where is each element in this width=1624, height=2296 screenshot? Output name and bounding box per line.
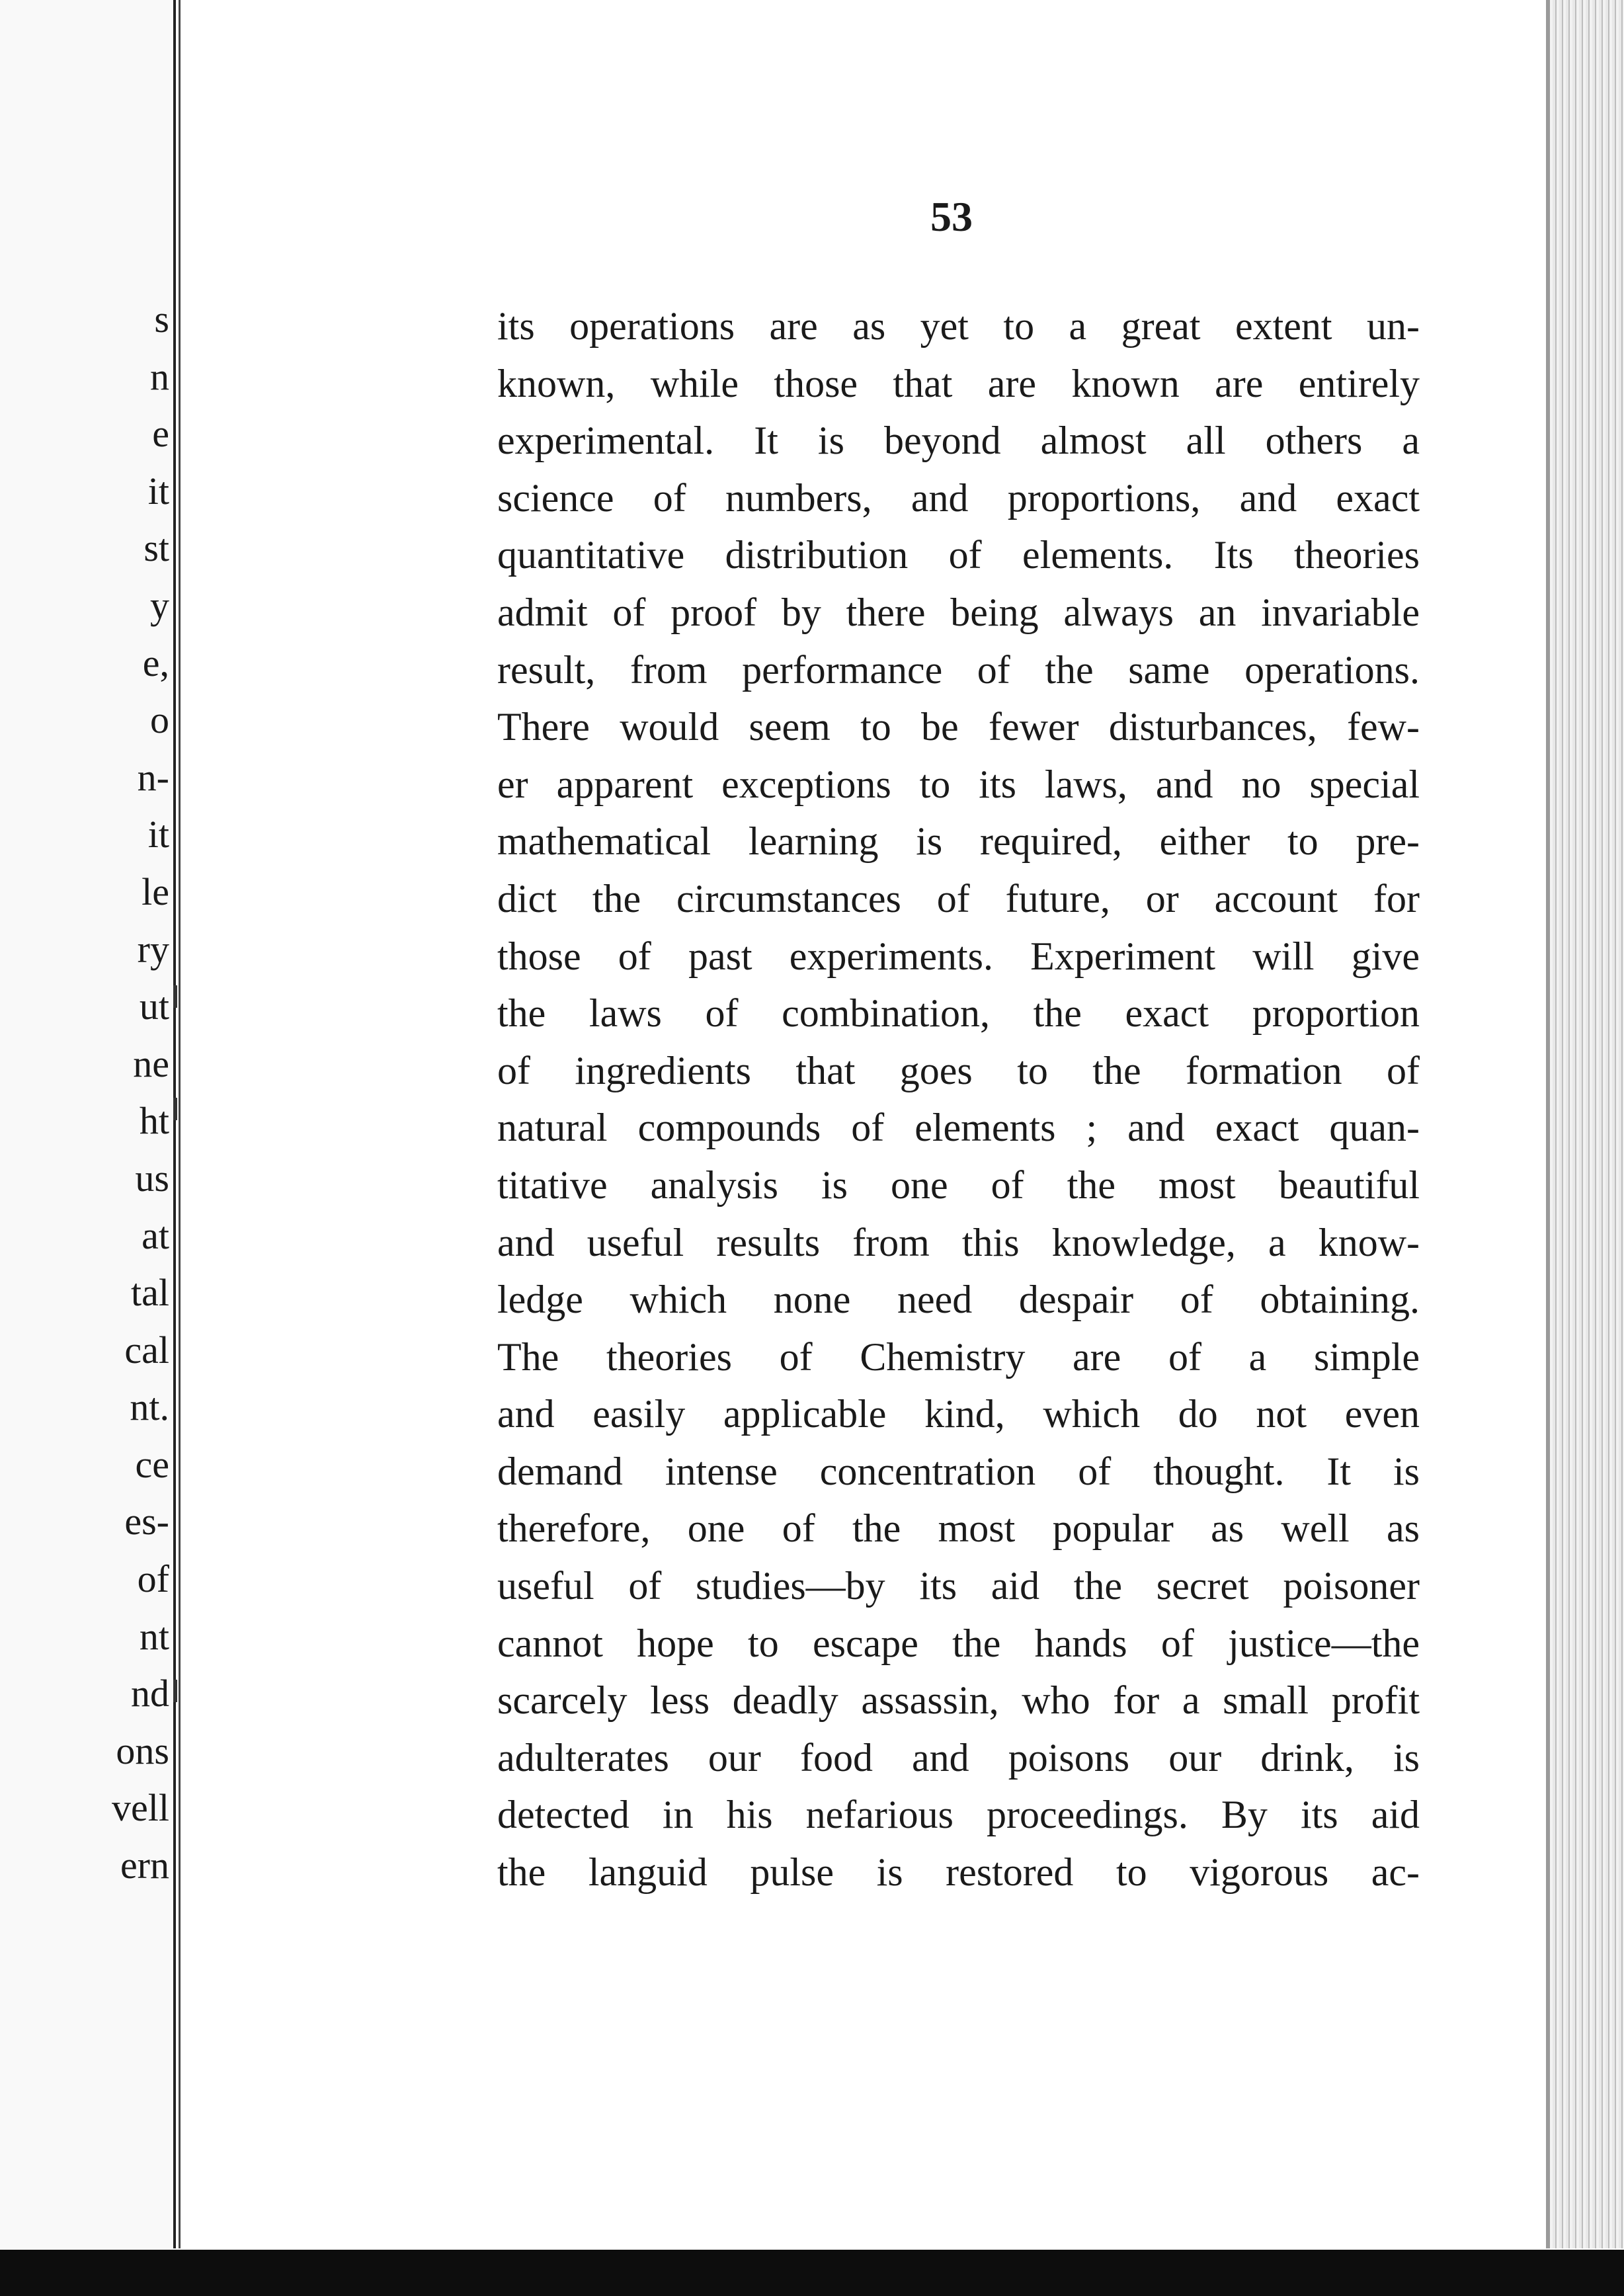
fragment-line: it [147,813,169,856]
text-line: result, from performance of the same operations. [497,647,1420,692]
text-line: dict the circumstances of future, or account for [497,876,1420,921]
text-line: useful of studies—by its aid the secret poisoner [497,1564,1420,1608]
page-edges [1546,0,1624,2248]
fragment-line: of [137,1557,169,1601]
fragment-line: ut [139,985,169,1028]
fragment-line: o [150,698,169,742]
fragment-line: ons [116,1729,169,1772]
text-line: natural compounds of elements ; and exact quan- [497,1106,1420,1150]
fragment-line: ce [135,1442,169,1486]
fragment-line: ern [120,1844,169,1887]
book-gutter [173,0,183,2248]
page-edge-shadow [1546,0,1550,2248]
text-line: known, while those that are known are entirely [497,361,1420,405]
fragment-line: e [152,412,169,456]
fragment-line: s [154,298,169,341]
text-line: its operations are as yet to a great extent un- [497,304,1420,348]
fragment-line: it [147,469,169,512]
fragment-line: le [142,870,169,913]
previous-page-text [112,291,173,1895]
fragment-line: n- [137,755,169,799]
previous-page-fragment [0,0,173,2248]
fragment-line: st [143,526,169,570]
text-line: of ingredients that goes to the formation of [497,1048,1420,1092]
text-line: science of numbers, and proportions, and exact [497,475,1420,520]
scan-border [0,2250,1624,2296]
text-line: er apparent exceptions to its laws, and no special [497,762,1420,806]
text-line: titative analysis is one of the most beautiful [497,1163,1420,1207]
gutter-mark [173,1680,177,1702]
body-text [497,298,1420,1901]
fragment-line: cal [124,1328,169,1372]
text-line: quantitative distribution of elements. Its theories [497,533,1420,577]
fragment-line: nt [139,1614,169,1658]
text-line: adulterates our food and poisons our drink, is [497,1735,1420,1780]
fragment-line: n [150,354,169,398]
fragment-line: tal [131,1271,169,1315]
text-line: cannot hope to escape the hands of justice—the [497,1621,1420,1665]
main-page [183,0,1546,2248]
fragment-line: at [142,1213,169,1257]
text-line: therefore, one of the most popular as well as [497,1506,1420,1551]
page-number: 53 [930,193,973,240]
text-line: the languid pulse is restored to vigorous ac- [497,1850,1420,1895]
fragment-line: nt. [130,1385,169,1429]
text-line: the laws of combination, the exact proportion [497,991,1420,1036]
text-line: scarcely less deadly assassin, who for a small profit [497,1678,1420,1723]
fragment-line: es- [124,1500,169,1543]
text-line: ledge which none need despair of obtaining. [497,1278,1420,1322]
text-line: There would seem to be fewer disturbances, few- [497,705,1420,749]
text-line: admit of proof by there being always an invariable [497,590,1420,634]
fragment-line: vell [112,1786,169,1830]
text-line: experimental. It is beyond almost all others a [497,419,1420,463]
text-line: The theories of Chemistry are of a simple [497,1334,1420,1379]
fragment-line: ry [137,927,169,971]
text-line: and useful results from this knowledge, a know- [497,1220,1420,1264]
fragment-line: ht [139,1099,169,1143]
gutter-mark [173,985,177,1008]
text-line: those of past experiments. Experiment will give [497,934,1420,978]
text-line: detected in his nefarious proceedings. By its aid [497,1793,1420,1837]
fragment-line: nd [131,1672,169,1715]
text-line: demand intense concentration of thought. It is [497,1449,1420,1493]
fragment-line: us [135,1156,169,1200]
text-line: and easily applicable kind, which do not even [497,1392,1420,1436]
fragment-line: y [150,583,169,627]
text-line: mathematical learning is required, either to pre- [497,819,1420,864]
gutter-mark [173,1098,177,1120]
fragment-line: e, [142,641,169,684]
fragment-line: ne [133,1042,169,1085]
